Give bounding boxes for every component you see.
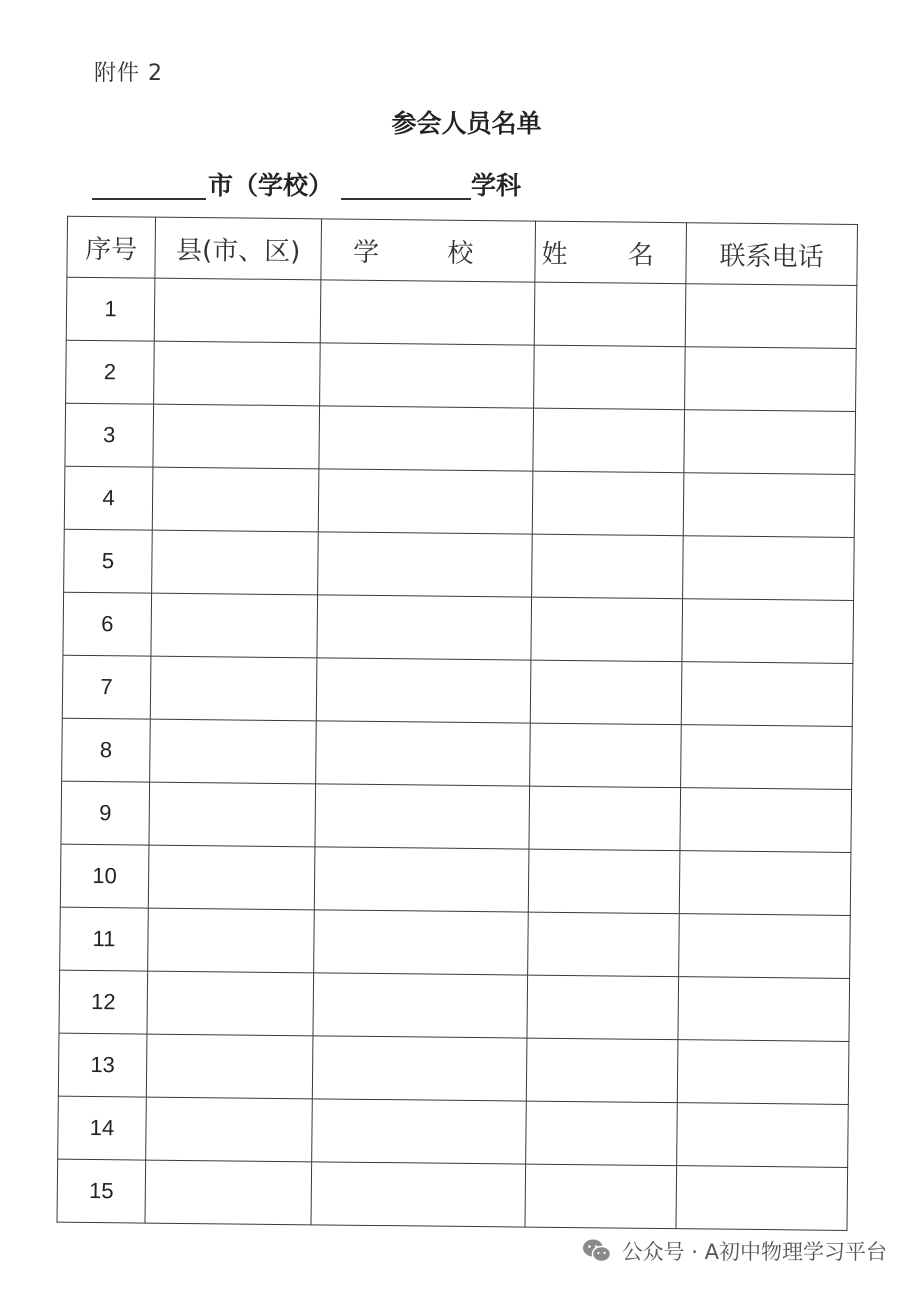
row-index-cell: 4 (64, 466, 153, 530)
phone-cell[interactable] (683, 536, 855, 601)
school-cell[interactable] (318, 469, 533, 534)
row-index-cell: 15 (57, 1159, 146, 1223)
attachment-label: 附件 2 (94, 61, 163, 86)
row-index-cell: 13 (58, 1033, 147, 1097)
city-suffix: 市（学校） (208, 171, 334, 200)
name-cell[interactable] (527, 975, 679, 1040)
name-cell[interactable] (526, 1101, 678, 1166)
phone-cell[interactable] (680, 788, 852, 853)
phone-cell[interactable] (681, 725, 853, 790)
row-index-cell: 10 (60, 844, 149, 908)
county-cell[interactable] (150, 719, 317, 784)
county-cell[interactable] (148, 845, 315, 910)
name-cell[interactable] (526, 1038, 678, 1103)
name-cell[interactable] (528, 849, 680, 914)
table-row (60, 907, 851, 978)
column-header-index: 序号 (67, 216, 156, 278)
table-row (66, 340, 857, 411)
column-header-county: 县(市、区) (155, 217, 322, 280)
watermark-text: 公众号 · A初中物理学习平台 (621, 1240, 887, 1264)
name-cell[interactable] (530, 723, 682, 788)
name-cell[interactable] (529, 786, 681, 851)
school-cell[interactable] (311, 1162, 526, 1227)
table-row (62, 718, 853, 789)
row-index-cell: 3 (65, 403, 154, 467)
county-cell[interactable] (151, 593, 318, 658)
city-blank (92, 168, 206, 200)
county-cell[interactable] (153, 404, 320, 469)
row-index-cell: 7 (62, 655, 151, 719)
phone-cell[interactable] (679, 914, 851, 979)
county-cell[interactable] (152, 467, 319, 532)
county-cell[interactable] (150, 656, 317, 721)
phone-cell[interactable] (677, 1040, 849, 1105)
county-cell[interactable] (148, 908, 315, 973)
county-cell[interactable] (147, 971, 314, 1036)
row-index-cell: 9 (61, 781, 150, 845)
phone-cell[interactable] (677, 1103, 849, 1168)
school-cell[interactable] (316, 721, 531, 786)
name-cell[interactable] (528, 912, 680, 977)
row-index-cell: 8 (62, 718, 151, 782)
phone-cell[interactable] (685, 347, 857, 412)
subject-blank (341, 168, 471, 200)
name-cell[interactable] (525, 1164, 677, 1229)
phone-cell[interactable] (685, 284, 857, 349)
phone-cell[interactable] (678, 977, 850, 1042)
name-cell[interactable] (532, 471, 684, 536)
school-cell[interactable] (314, 847, 529, 912)
row-index-cell: 12 (59, 970, 148, 1034)
table-row (65, 403, 856, 474)
school-cell[interactable] (318, 532, 533, 597)
phone-cell[interactable] (681, 662, 853, 727)
table-row (59, 970, 850, 1041)
name-cell[interactable] (530, 660, 682, 725)
table-row (58, 1033, 849, 1104)
name-cell[interactable] (531, 597, 683, 662)
form-subtitle (92, 164, 521, 204)
school-cell[interactable] (314, 910, 529, 975)
school-cell[interactable] (320, 280, 535, 345)
county-cell[interactable] (154, 278, 321, 343)
school-cell[interactable] (316, 658, 531, 723)
watermark (582, 1236, 887, 1266)
phone-cell[interactable] (684, 410, 856, 475)
row-index-cell: 11 (60, 907, 149, 971)
school-cell[interactable] (312, 1036, 527, 1101)
name-cell[interactable] (534, 282, 686, 347)
school-cell[interactable] (319, 406, 534, 471)
wechat-icon (582, 1238, 612, 1264)
table-row (62, 655, 853, 726)
phone-cell[interactable] (682, 599, 854, 664)
county-cell[interactable] (146, 1097, 313, 1162)
phone-cell[interactable] (683, 473, 855, 538)
row-index-cell: 1 (66, 277, 155, 341)
table-row (64, 529, 855, 600)
school-cell[interactable] (320, 343, 535, 408)
phone-cell[interactable] (676, 1166, 848, 1231)
row-index-cell: 6 (63, 592, 152, 656)
county-cell[interactable] (146, 1034, 313, 1099)
name-cell[interactable] (533, 408, 685, 473)
column-header-name: 姓 名 (535, 221, 687, 284)
table-header-row (67, 216, 858, 285)
county-cell[interactable] (154, 341, 321, 406)
row-index-cell: 5 (64, 529, 153, 593)
table-row (58, 1096, 849, 1167)
subject-suffix: 学科 (471, 171, 522, 200)
row-index-cell: 2 (66, 340, 155, 404)
county-cell[interactable] (149, 782, 316, 847)
table-row (63, 592, 854, 663)
name-cell[interactable] (534, 345, 686, 410)
table-row (60, 844, 851, 915)
column-header-school: 学 校 (321, 219, 536, 282)
phone-cell[interactable] (679, 851, 851, 916)
school-cell[interactable] (315, 784, 530, 849)
county-cell[interactable] (145, 1160, 312, 1225)
table-row (61, 781, 852, 852)
column-header-phone: 联系电话 (686, 223, 858, 286)
row-index-cell: 14 (58, 1096, 147, 1160)
school-cell[interactable] (312, 1099, 527, 1164)
table-row (64, 466, 855, 537)
document-title: 参会人员名单 (391, 109, 542, 138)
table-row (66, 277, 857, 348)
table-body (57, 277, 857, 1230)
attendee-table (56, 216, 858, 1231)
county-cell[interactable] (152, 530, 319, 595)
school-cell[interactable] (313, 973, 528, 1038)
table-row (57, 1159, 848, 1230)
name-cell[interactable] (532, 534, 684, 599)
school-cell[interactable] (317, 595, 532, 660)
